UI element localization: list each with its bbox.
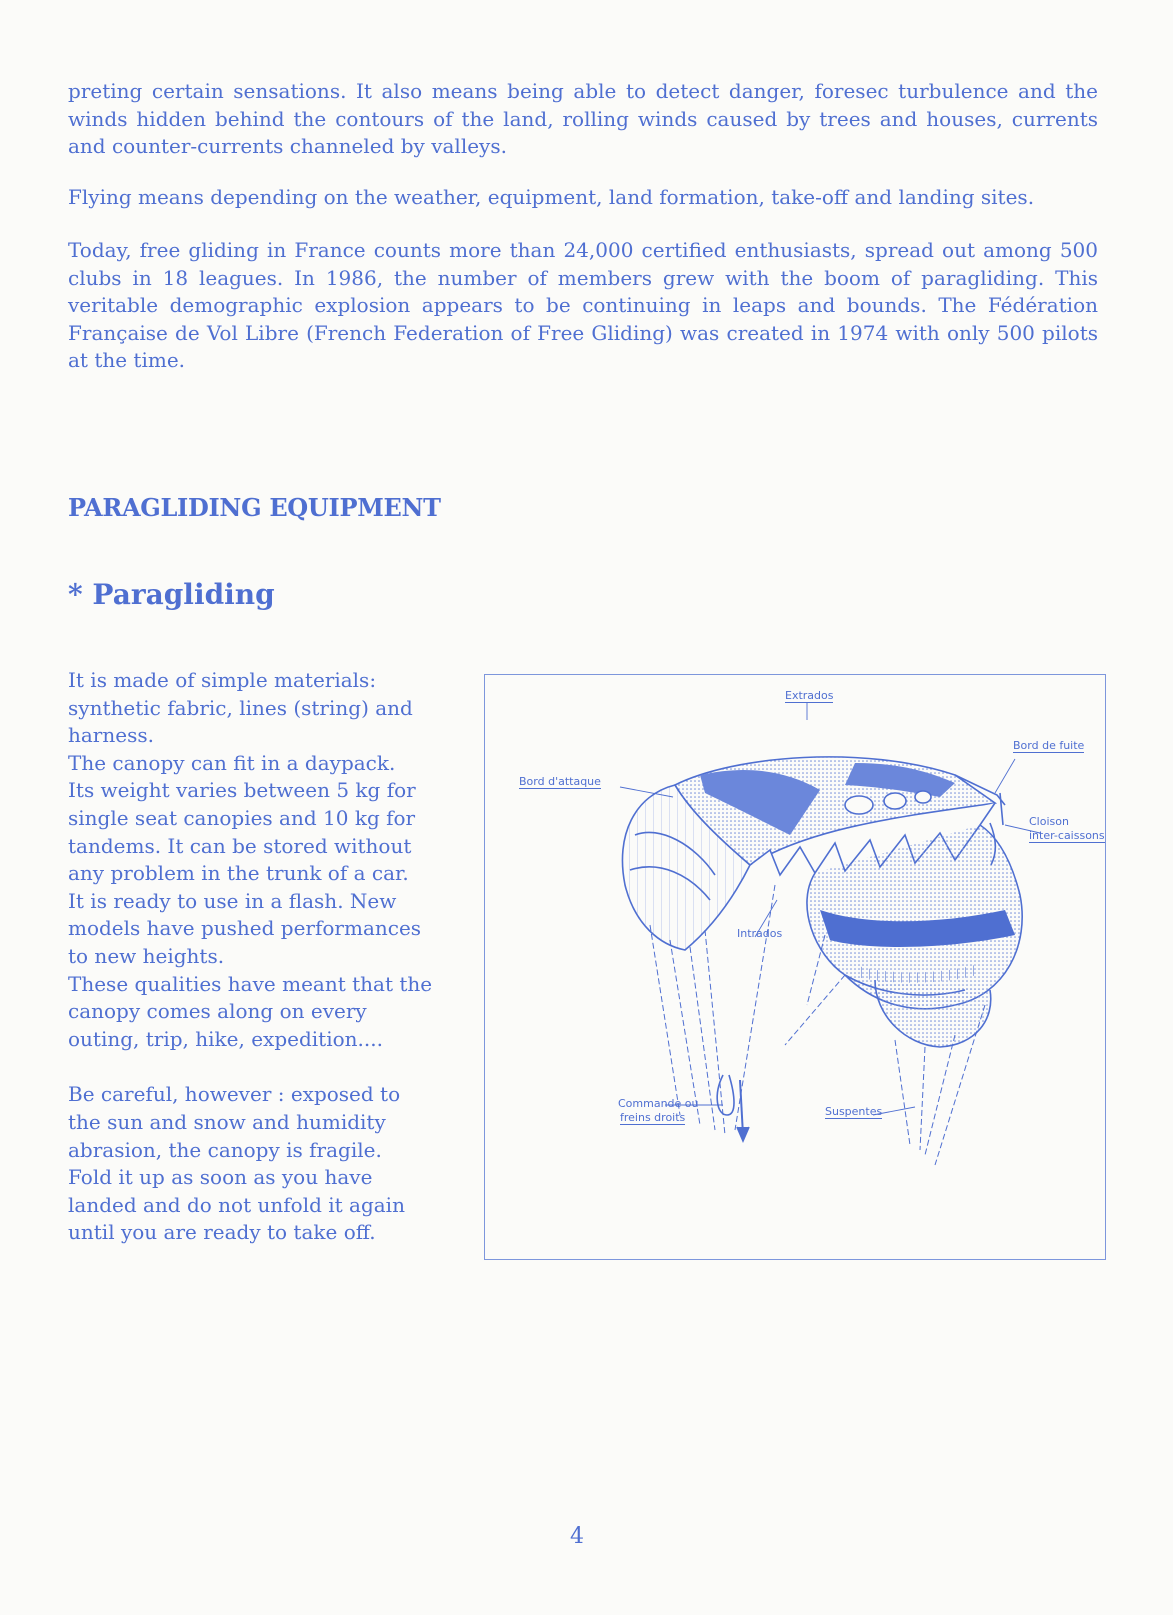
paragraph-gap <box>68 1053 460 1081</box>
text-line: abrasion, the canopy is fragile. <box>68 1137 382 1162</box>
text-line: harness. <box>68 723 154 748</box>
paraglider-diagram <box>484 674 1106 1260</box>
label-commande: Commande ou <box>618 1097 699 1110</box>
paraglider-illustration <box>485 675 1105 1259</box>
label-cloison: Cloison <box>1029 815 1069 828</box>
text-line: to new heights. <box>68 943 225 968</box>
text-line: until you are ready to take off. <box>68 1220 376 1245</box>
text-line: These qualities have meant that the <box>68 971 433 996</box>
text-line: canopy comes along on every <box>68 999 367 1024</box>
label-bord-attaque: Bord d'attaque <box>519 775 601 788</box>
label-inter-caissons: inter-caissons <box>1029 829 1105 842</box>
text-line: It is ready to use in a flash. New <box>68 888 397 913</box>
subsection-title: * Paragliding <box>68 578 275 611</box>
text-line: Its weight varies between 5 kg for <box>68 778 416 803</box>
paragraph-flying-depends: Flying means depending on the weather, equipment, land formation, take-off and landing sites. <box>68 185 1035 209</box>
label-suspentes: Suspentes <box>825 1105 883 1118</box>
label-extrados: Extrados <box>785 689 834 702</box>
text-line: synthetic fabric, lines (string) and <box>68 695 413 720</box>
text-line: single seat canopies and 10 kg for <box>68 805 416 830</box>
label-intrados: Intrados <box>737 927 783 940</box>
text-line: the sun and snow and humidity <box>68 1109 386 1134</box>
text-line: models have pushed performances <box>68 916 422 941</box>
text-line: Fold it up as soon as you have <box>68 1165 373 1190</box>
text-line: The canopy can fit in a daypack. <box>68 750 396 775</box>
text-line: outing, trip, hike, expedition.... <box>68 1026 383 1051</box>
label-freins-droits: freins droits <box>620 1111 686 1124</box>
text-line: landed and do not unfold it again <box>68 1192 405 1217</box>
page-number: 4 <box>570 1524 584 1549</box>
section-title: PARAGLIDING EQUIPMENT <box>68 493 441 522</box>
text-line: It is made of simple materials: <box>68 668 377 692</box>
paragliding-description <box>68 667 460 1247</box>
text-line: Be careful, however : exposed to <box>68 1082 401 1107</box>
label-bord-de-fuite: Bord de fuite <box>1013 739 1085 752</box>
text-line: any problem in the trunk of a car. <box>68 861 409 886</box>
paragraph-sensations: preting certain sensations. It also means being able to detect danger, foresec turbulence and the winds hidden behind the contours of the land, rolling winds caused by trees and houses, currents and counter-currents channeled by valleys. <box>68 79 1098 158</box>
text-line: tandems. It can be stored without <box>68 833 412 858</box>
paragraph-france-statistics: Today, free gliding in France counts more than 24,000 certified enthusiasts, spread out among 500 clubs in 18 leagues. In 1986, the number of members grew with the boom of paragliding. This veritable demographic explosion appears to be continuing in leaps and bounds. The Fédération Française de Vol Libre (French Federation of Free Gliding) was created in 1974 with only 500 pilots at the time. <box>68 238 1098 372</box>
